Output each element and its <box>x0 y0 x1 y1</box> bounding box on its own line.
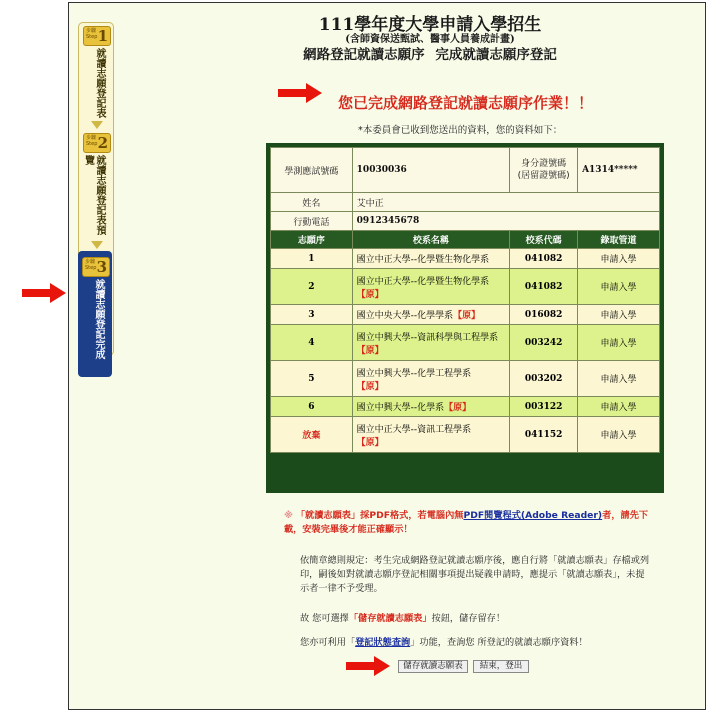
row-dept <box>352 249 510 269</box>
pdf-reader-link[interactable]: PDF閱覽程式(Adobe Reader) <box>463 510 603 521</box>
page-heading: 網路登記就讀志願序 完成就讀志願序登記 <box>303 47 557 63</box>
row-dept <box>352 417 510 453</box>
query-note-a: 您亦可利用「 <box>300 637 356 648</box>
page-title: 111學年度大學申請入學招生 <box>318 15 542 35</box>
row-code: 003242 <box>510 325 578 361</box>
step2-badge-label: 步驟 Step <box>86 135 98 147</box>
row-order: 放棄 <box>271 417 353 453</box>
col-header-code: 校系代碼 <box>510 231 578 249</box>
step1-badge-label: 步驟 Step <box>86 28 98 40</box>
query-note <box>300 636 670 650</box>
rule-note: 依簡章總則規定：考生完成網路登記就讀志願序後，應自行將「就讀志願表」存檔或列印，嗣後如對就讀志願序登記相關事項提出疑義申請時，應提示「就讀志願表」，未提示者一律不予受理。 <box>300 555 650 594</box>
row-order: 2 <box>271 269 353 305</box>
row-dept-name: 國立中央大學--化學學系 <box>356 311 454 321</box>
row-way: 申請入學 <box>578 325 660 361</box>
row-order: 4 <box>271 325 353 361</box>
row-orig-tag: 【原】 <box>356 345 384 356</box>
page-subtitle: (含師資保送甄試、醫事人員養成計畫) <box>345 34 515 45</box>
table-row <box>271 325 660 361</box>
row-orig-tag: 【原】 <box>356 289 384 300</box>
row-code: 041082 <box>510 269 578 305</box>
row-order: 6 <box>271 397 353 417</box>
row-order: 3 <box>271 305 353 325</box>
table-row <box>271 361 660 397</box>
step1-label: 就讀志願登記表 <box>94 48 105 118</box>
row-code: 003122 <box>510 397 578 417</box>
row-order: 5 <box>271 361 353 397</box>
row-code: 016082 <box>510 305 578 325</box>
row-orig-tag: 【原】 <box>444 403 472 413</box>
row-dept <box>352 361 510 397</box>
row-dept <box>352 397 510 417</box>
step2-number: 2 <box>97 134 108 152</box>
step3-badge-label: 步驟 Step <box>85 259 97 271</box>
name-value: 艾中正 <box>352 193 659 212</box>
note-pdf-text: 採PDF格式，若電腦內無 <box>360 510 464 521</box>
col-header-dept: 校系名稱 <box>352 231 510 249</box>
step-down-arrow-icon <box>91 121 103 129</box>
note-pdf-text-2: 者，請先下載，安裝完畢後才能正確顯示！ <box>284 510 649 535</box>
red-arrow-icon <box>346 656 390 676</box>
save-note-c: 按鈕，儲存留存！ <box>431 613 506 624</box>
query-note-b: 」功能，查詢您 所登記的就讀志願序資料！ <box>410 637 588 648</box>
row-way: 申請入學 <box>578 269 660 305</box>
step2-label: 就讀志願登記表預覽 <box>82 155 105 235</box>
note-star: ※ <box>284 510 293 521</box>
step1-number: 1 <box>97 27 108 45</box>
step-down-arrow-icon <box>91 241 103 249</box>
row-way: 申請入學 <box>578 417 660 453</box>
col-header-way: 錄取管道 <box>578 231 660 249</box>
row-orig-tag: 【原】 <box>356 437 384 448</box>
logout-button[interactable]: 結束，登出 <box>473 660 529 673</box>
red-arrow-icon <box>278 83 322 103</box>
table-row <box>271 417 660 453</box>
exam-number-label: 學測應試號碼 <box>271 148 353 193</box>
step3-label: 就讀志願登記完成 <box>93 279 104 359</box>
pdf-note <box>284 509 654 537</box>
completion-message: 您已完成網路登記就讀志願序作業！！ <box>338 94 594 112</box>
row-way: 申請入學 <box>578 397 660 417</box>
result-table-frame <box>266 143 664 493</box>
step-sidebar <box>78 22 114 359</box>
id-number-label: 身分證號碼 (居留證號碼) <box>510 148 578 193</box>
step3-active <box>78 251 112 377</box>
row-orig-tag: 【原】 <box>356 381 384 392</box>
result-table <box>270 147 660 453</box>
save-note-b: 「儲存就讀志願表」 <box>348 613 432 624</box>
row-dept-name: 國立中正大學--化學暨生物化學系 <box>356 276 490 287</box>
row-dept <box>352 269 510 305</box>
table-row <box>271 397 660 417</box>
row-way: 申請入學 <box>578 361 660 397</box>
row-dept-name: 國立中興大學--資訊科學與工程學系 <box>356 332 499 343</box>
step3-number: 3 <box>96 258 107 276</box>
note-form-name: 「就讀志願表」 <box>295 510 361 521</box>
col-header-order: 志願序 <box>271 231 353 249</box>
step1-badge <box>83 26 111 46</box>
exam-number-value: 10030036 <box>352 148 510 193</box>
row-way: 申請入學 <box>578 249 660 269</box>
row-dept <box>352 305 510 325</box>
red-arrow-icon <box>22 283 66 303</box>
row-code: 041082 <box>510 249 578 269</box>
status-query-link[interactable]: 登記狀態查詢 <box>355 637 411 648</box>
received-notice: *本委員會已收到您送出的資料，您的資料如下： <box>358 125 563 136</box>
step3-badge <box>82 257 110 277</box>
table-row <box>271 305 660 325</box>
row-code: 041152 <box>510 417 578 453</box>
save-form-button[interactable]: 儲存就讀志願表 <box>398 660 468 673</box>
row-dept-name: 國立中正大學--化學暨生物化學系 <box>356 255 490 265</box>
save-note-a: 故 您可選擇 <box>300 613 349 624</box>
row-code: 003202 <box>510 361 578 397</box>
row-orig-tag: 【原】 <box>453 311 481 321</box>
step2-badge <box>83 133 111 153</box>
row-dept-name: 國立中正大學--資訊工程學系 <box>356 424 472 435</box>
row-dept-name: 國立中興大學--化學工程學系 <box>356 368 472 379</box>
row-way: 申請入學 <box>578 305 660 325</box>
id-number-value: A1314***** <box>578 148 660 193</box>
table-row <box>271 269 660 305</box>
phone-label: 行動電話 <box>271 212 353 231</box>
row-dept <box>352 325 510 361</box>
save-note <box>300 612 670 626</box>
table-row <box>271 249 660 269</box>
row-order: 1 <box>271 249 353 269</box>
name-label: 姓名 <box>271 193 353 212</box>
phone-value: 0912345678 <box>352 212 659 231</box>
row-dept-name: 國立中興大學--化學系 <box>356 403 445 413</box>
